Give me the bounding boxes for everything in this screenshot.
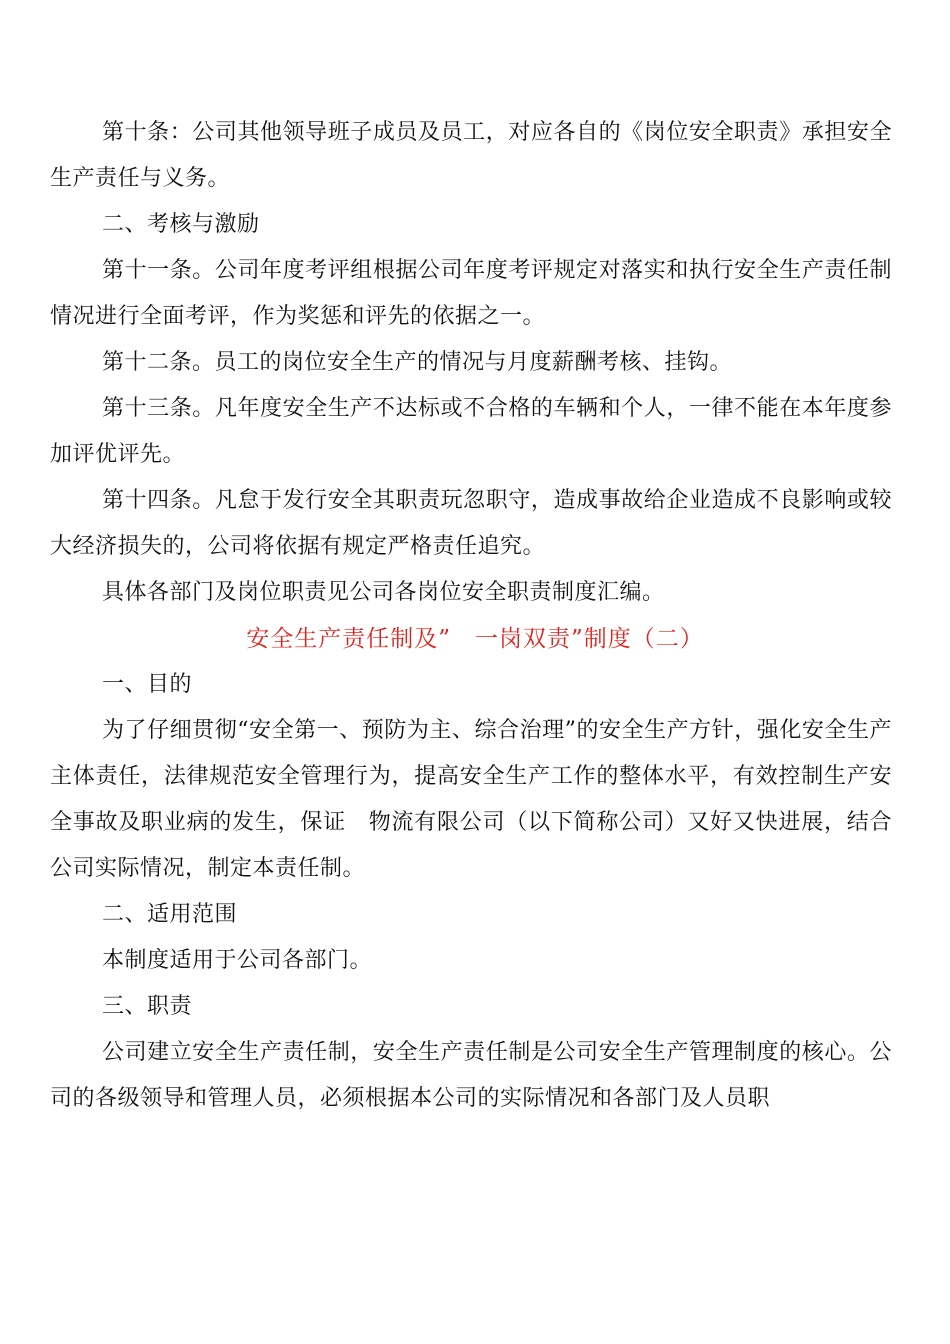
scope-paragraph: 本制度适用于公司各部门。 — [102, 948, 373, 973]
purpose-paragraph: 为了仔细贯彻“安全第一、预防为主、综合治理”的安全生产方针，强化安全生产主体责任，法律规范安全管理行为，提高安全生产工作的整体水平，有效控制生产安全事故及职业病的发生，保证 物流有限公司（以下简称公司）又好又快进展，结合公司实际情况，制定本责任制。 — [50, 718, 892, 881]
document-body — [50, 110, 892, 1122]
article-12-paragraph: 第十二条。员工的岗位安全生产的情况与月度薪酬考核、挂钩。 — [102, 350, 733, 375]
article-11-paragraph: 第十一条。公司年度考评组根据公司年度考评规定对落实和执行安全生产责任制情况进行全面考评，作为奖惩和评先的依据之一。 — [50, 258, 892, 329]
section-heading-responsibilities: 三、职责 — [102, 994, 193, 1019]
details-reference-paragraph: 具体各部门及岗位职责见公司各岗位安全职责制度汇编。 — [102, 580, 665, 605]
section-heading-purpose: 一、目的 — [102, 672, 193, 697]
article-13-paragraph: 第十三条。凡年度安全生产不达标或不合格的车辆和个人，一律不能在本年度参加评优评先。 — [50, 396, 892, 467]
responsibilities-paragraph: 公司建立安全生产责任制，安全生产责任制是公司安全生产管理制度的核心。公司的各级领导和管理人员，必须根据本公司的实际情况和各部门及人员职 — [50, 1040, 892, 1111]
document-title: 安全生产责任制及” 一岗双责”制度（二） — [246, 626, 704, 652]
section-heading-assessment: 二、考核与激励 — [102, 212, 260, 237]
section-heading-scope: 二、适用范围 — [102, 902, 238, 927]
article-14-paragraph: 第十四条。凡怠于发行安全其职责玩忽职守，造成事故给企业造成不良影响或较大经济损失的，公司将依据有规定严格责任追究。 — [50, 488, 892, 559]
article-10-paragraph: 第十条：公司其他领导班子成员及员工，对应各自的《岗位安全职责》承担安全生产责任与义务。 — [50, 120, 892, 191]
